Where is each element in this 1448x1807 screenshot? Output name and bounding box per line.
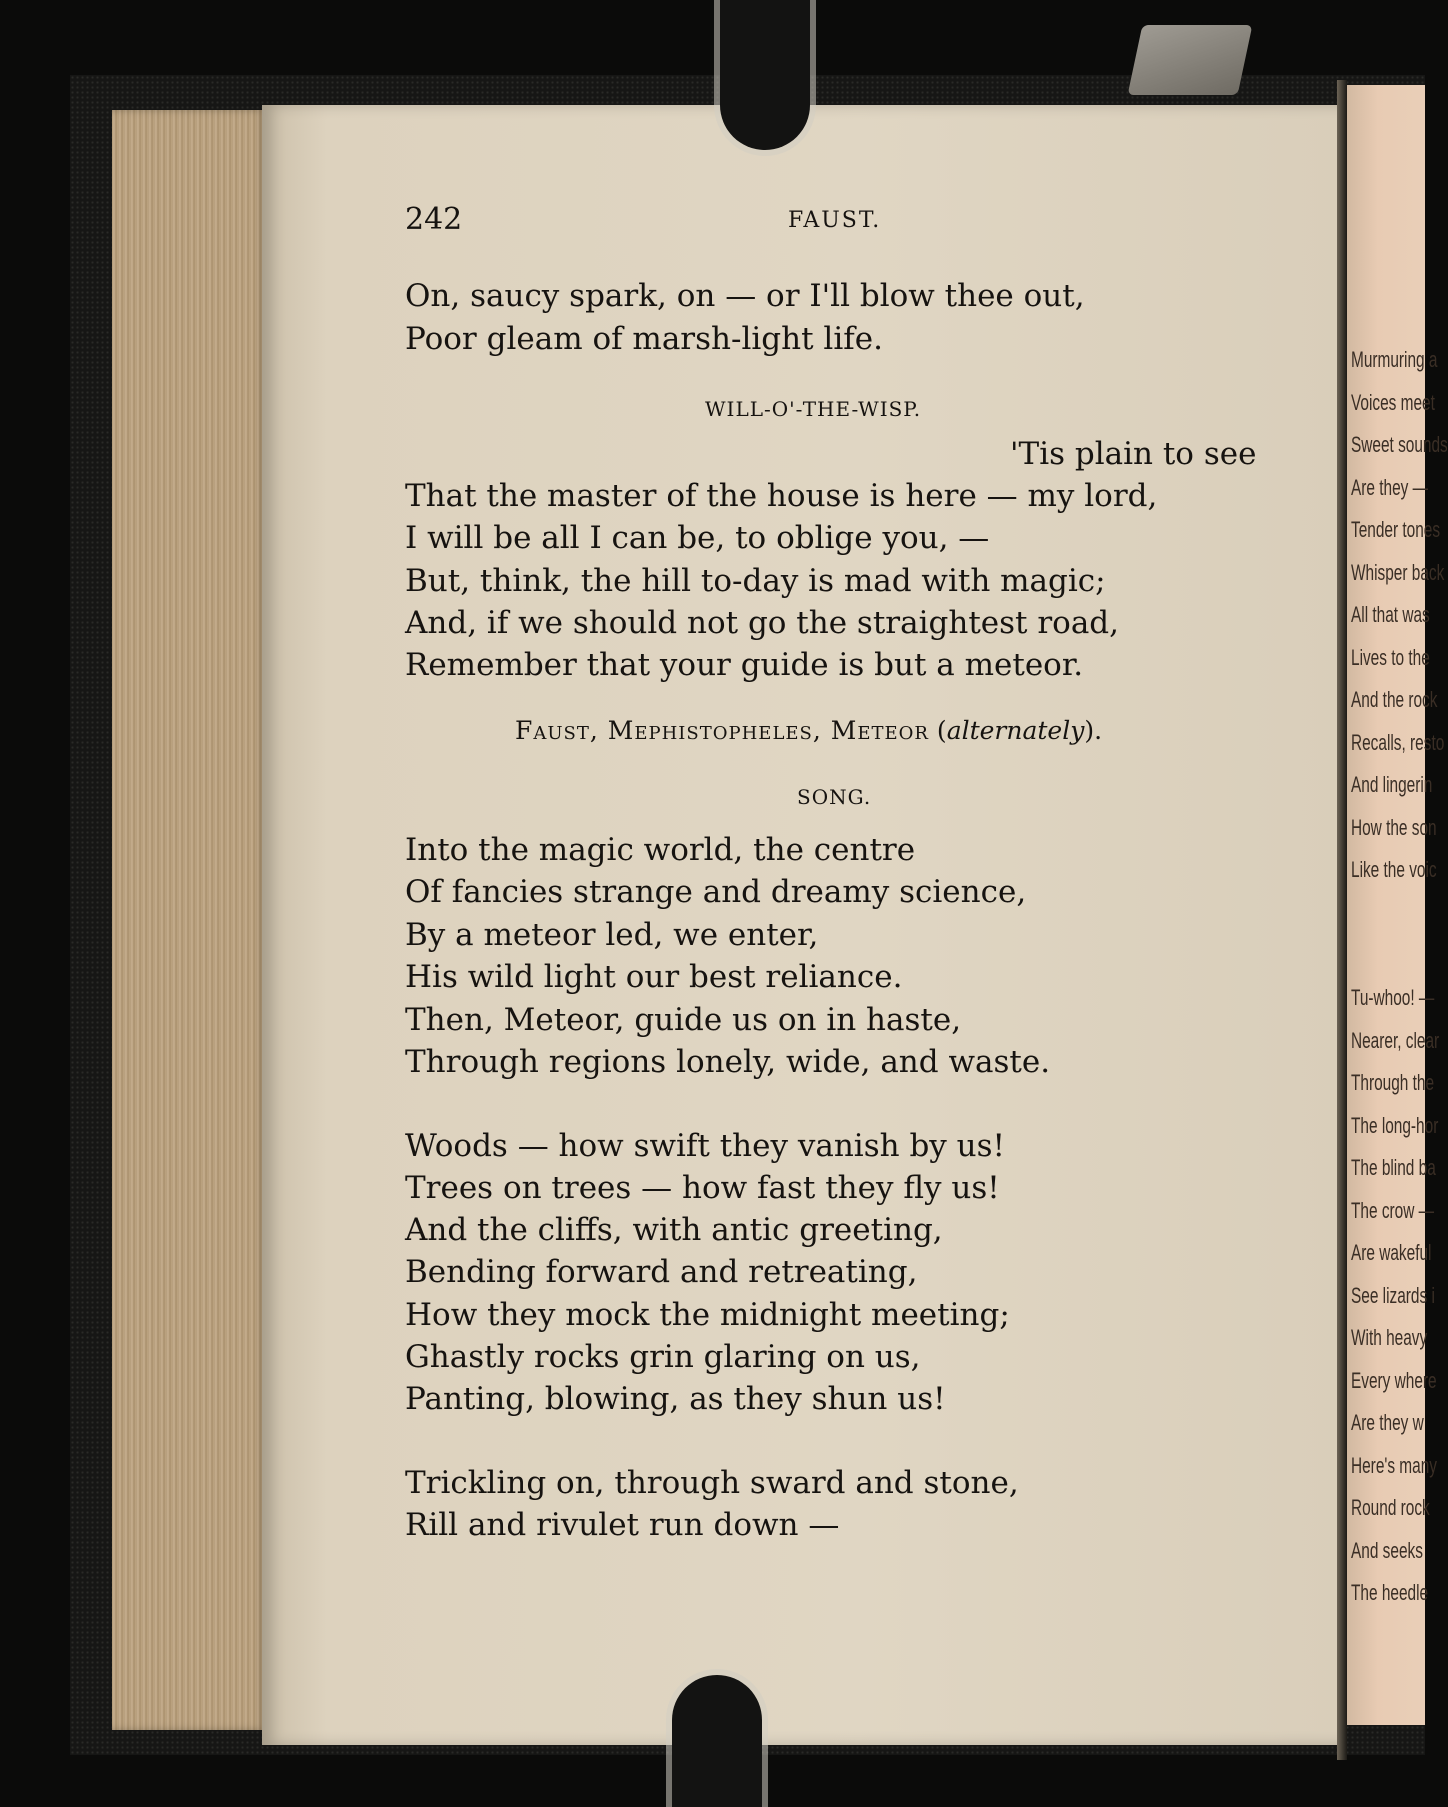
- bookmark-tab: [1128, 25, 1253, 95]
- song-heading: SONG.: [797, 785, 872, 809]
- verse-line: Poor gleam of marsh-light life.: [405, 321, 883, 357]
- facing-line: Round rock: [1351, 1495, 1430, 1520]
- facing-line: Are wakeful: [1351, 1240, 1432, 1265]
- verse-line: Woods — how swift they vanish by us!: [405, 1128, 1005, 1164]
- verse-line: 'Tis plain to see: [1010, 436, 1257, 472]
- facing-line: And lingerin: [1351, 772, 1433, 797]
- page-clip-bottom: [672, 1675, 762, 1807]
- facing-line: See lizards i: [1351, 1283, 1435, 1308]
- facing-line: Whisper back: [1351, 560, 1445, 585]
- page-edges: [112, 110, 267, 1730]
- facing-line: Through the: [1351, 1070, 1435, 1095]
- speaker-heading: WILL-O'-THE-WISP.: [705, 397, 922, 421]
- book-gutter: [1337, 80, 1347, 1760]
- facing-line: Sweet sounds: [1351, 432, 1448, 457]
- facing-line: Nearer, clear: [1351, 1028, 1440, 1053]
- verse-line: His wild light our best reliance.: [405, 959, 903, 995]
- verse-line: Rill and rivulet run down —: [405, 1507, 840, 1543]
- stage-direction-italic: alternately: [946, 716, 1085, 745]
- verse-line: And, if we should not go the straightest road,: [405, 605, 1119, 641]
- verse-line: That the master of the house is here — my lord,: [405, 478, 1158, 514]
- verse-line: Into the magic world, the centre: [405, 832, 916, 868]
- facing-line: How the son: [1351, 815, 1437, 840]
- verse-line: But, think, the hill to-day is mad with magic;: [405, 563, 1106, 599]
- verse-line: How they mock the midnight meeting;: [405, 1297, 1010, 1333]
- running-title: FAUST.: [788, 208, 882, 233]
- verse-line: Through regions lonely, wide, and waste.: [405, 1044, 1051, 1080]
- speaker-names: Faust, Mephistopheles, Meteor: [515, 716, 929, 745]
- verse-line: Trickling on, through sward and stone,: [405, 1465, 1019, 1501]
- verse-line: And the cliffs, with antic greeting,: [405, 1212, 943, 1248]
- verse-line: Of fancies strange and dreamy science,: [405, 874, 1027, 910]
- verse-line: Remember that your guide is but a meteor.: [405, 647, 1084, 683]
- page-number: 242: [405, 202, 463, 237]
- facing-line: Like the voic: [1351, 857, 1437, 882]
- verse-line: Ghastly rocks grin glaring on us,: [405, 1339, 921, 1375]
- verse-line: Trees on trees — how fast they fly us!: [405, 1170, 1000, 1206]
- facing-line: Here's many: [1351, 1453, 1437, 1478]
- facing-line: The blind ba: [1351, 1155, 1436, 1180]
- facing-line: Recalls, resto: [1351, 730, 1445, 755]
- facing-line: Lives to the: [1351, 645, 1430, 670]
- verse-line: I will be all I can be, to oblige you, —: [405, 520, 990, 556]
- facing-line: The crow —: [1351, 1198, 1435, 1223]
- facing-line: Tu-whoo! —: [1351, 985, 1435, 1010]
- facing-line: Murmuring a: [1351, 347, 1438, 372]
- facing-line: And seeks: [1351, 1538, 1423, 1563]
- facing-line: Are they —: [1351, 475, 1429, 500]
- facing-line: Tender tones: [1351, 517, 1441, 542]
- facing-line: Every where: [1351, 1368, 1437, 1393]
- verse-line: Bending forward and retreating,: [405, 1254, 918, 1290]
- facing-line: The long-hor: [1351, 1113, 1439, 1138]
- facing-page: [1347, 85, 1448, 1725]
- facing-line: The heedle: [1351, 1580, 1429, 1605]
- facing-line: Are they w: [1351, 1410, 1424, 1435]
- page-clip-top: [720, 0, 810, 150]
- stage-direction: Faust, Mephistopheles, Meteor (alternately).: [515, 716, 1103, 745]
- facing-line: And the rock: [1351, 687, 1438, 712]
- facing-line: Voices meet: [1351, 390, 1435, 415]
- facing-line: With heavy: [1351, 1325, 1428, 1350]
- verse-line: Then, Meteor, guide us on in haste,: [405, 1002, 962, 1038]
- verse-line: On, saucy spark, on — or I'll blow thee out,: [405, 278, 1085, 314]
- verse-line: Panting, blowing, as they shun us!: [405, 1381, 946, 1417]
- verse-line: By a meteor led, we enter,: [405, 917, 819, 953]
- facing-line: All that was: [1351, 602, 1430, 627]
